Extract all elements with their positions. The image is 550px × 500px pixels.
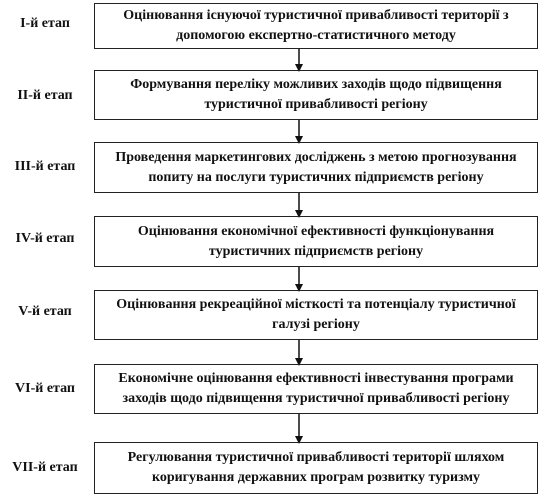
stage-7-box bbox=[94, 442, 538, 494]
stage-7-text: Регулювання туристичної привабливості території шляхом коригування державних програм розвитку туризму bbox=[127, 450, 505, 485]
stage-3-box bbox=[94, 142, 538, 193]
stage-5-box bbox=[94, 290, 538, 340]
stage-1-label: І-й етап bbox=[20, 16, 70, 31]
stage-2-text: Формування переліку можливих заходів щодо підвищення туристичної привабливості регіону bbox=[130, 77, 502, 112]
stage-5-text: Оцінювання рекреаційної місткості та потенціалу туристичної галузі регіону bbox=[116, 297, 516, 332]
stage-7-label: VІІ-й етап bbox=[12, 460, 78, 475]
stage-2-label: ІІ-й етап bbox=[17, 88, 73, 103]
stage-2-box bbox=[94, 70, 538, 120]
stage-1-box bbox=[94, 3, 538, 49]
stage-5-label: V-й етап bbox=[18, 304, 72, 319]
stage-1-text: Оцінювання існуючої туристичної привабливості території з допомогою експертно-статистичного методу bbox=[123, 8, 509, 43]
stage-6-label: VІ-й етап bbox=[15, 381, 75, 396]
stage-4-text: Оцінювання економічної ефективності функціонування туристичних підприємств регіону bbox=[137, 223, 495, 259]
stage-4-box bbox=[94, 216, 538, 267]
stage-3-text: Проведення маркетингових досліджень з метою прогнозування попиту на послуги туристичних підприємств регіону bbox=[115, 149, 517, 185]
stage-6-box bbox=[94, 364, 538, 414]
stage-4-label: ІV-й етап bbox=[15, 231, 75, 246]
stage-6-text: Економічне оцінювання ефективності інвестування програми заходів щодо підвищення туристичної привабливості регіону bbox=[118, 371, 514, 406]
stage-3-label: ІІІ-й етап bbox=[14, 159, 76, 174]
